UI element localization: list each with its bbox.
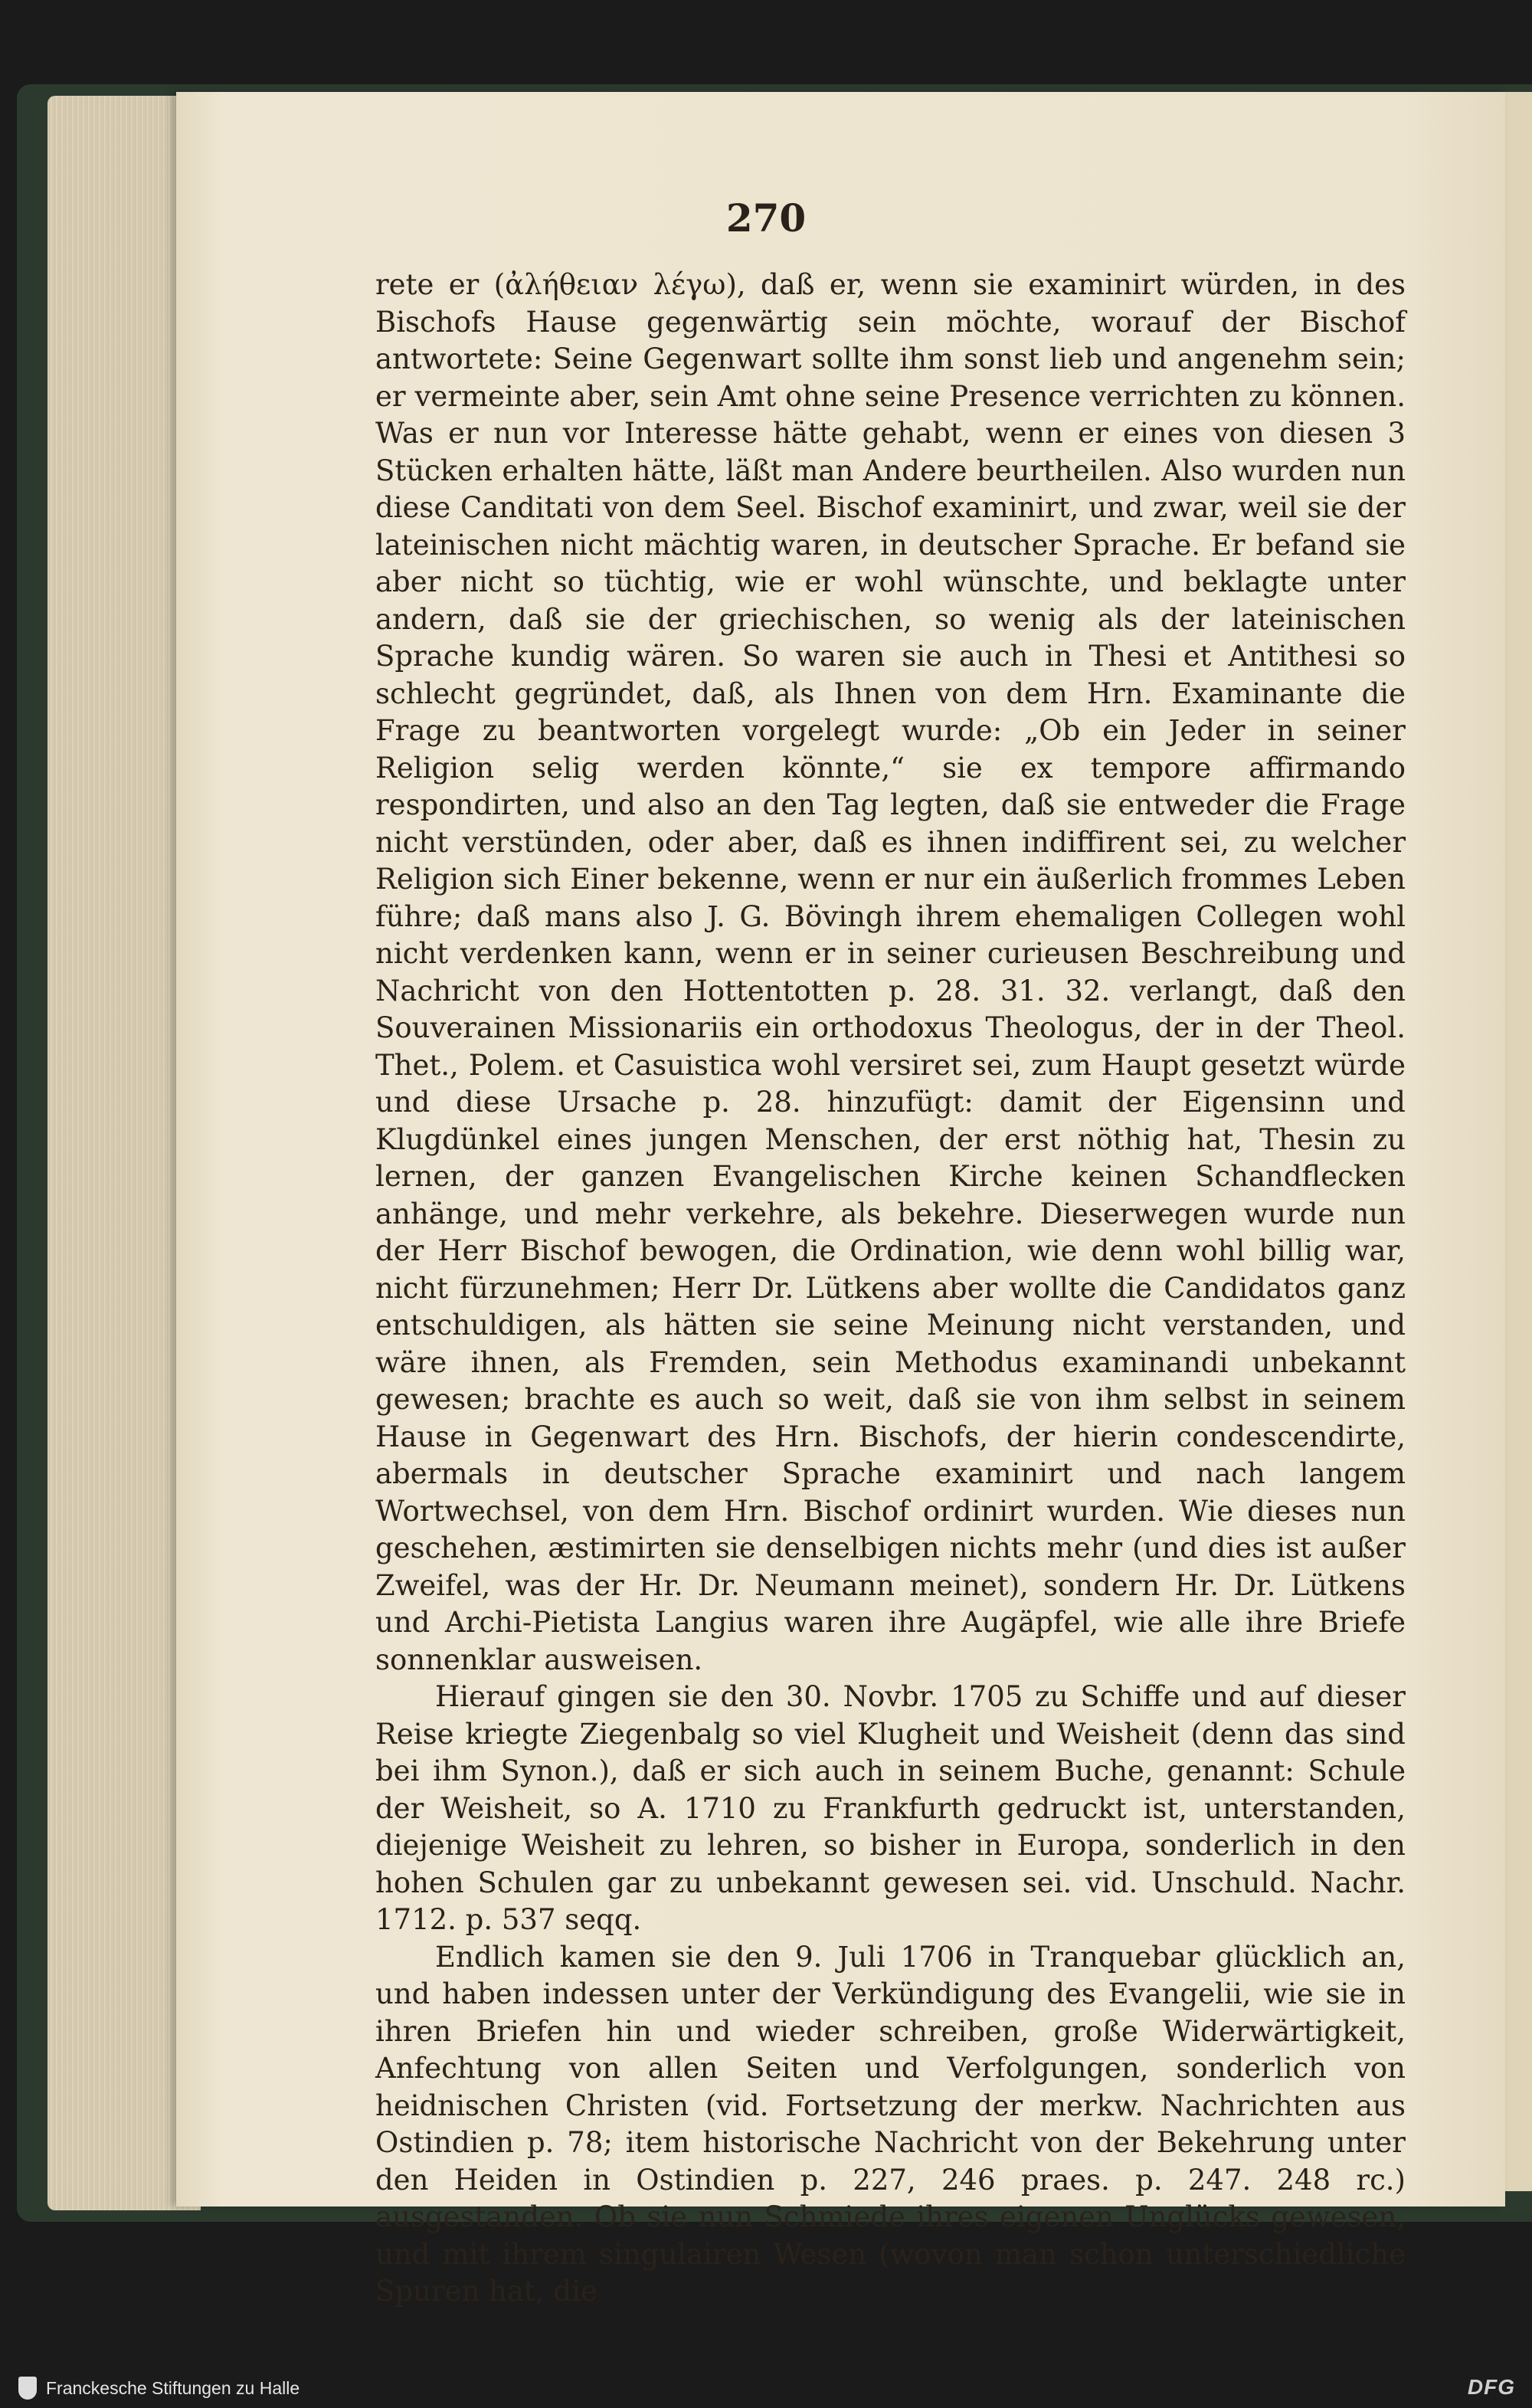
- facing-page-edge: [1503, 92, 1532, 2191]
- paragraph-1: rete er (ἀλήθειαν λέγω), daß er, wenn sie examinirt würden, in des Bischofs Hause gegenwärtig sein möchte, worauf der Bischof antwortete: Seine Gegenwart sollte ihm sonst lieb und angenehm sein; er vermeinte aber, sein Amt ohne seine Presence verrichten zu können. Was er nun vor Interesse hätte gehabt, wenn er eines von diesen 3 Stücken erhalten hätte, läßt man Andere beurtheilen. Also wurden nun diese Canditati von dem Seel. Bischof examinirt, und zwar, weil sie der lateinischen nicht mächtig waren, in deutscher Sprache. Er befand sie aber nicht so tüchtig, wie er wohl wünschte, und beklagte unter andern, daß sie der griechischen, so wenig als der lateinischen Sprache kundig wären. So waren sie auch in Thesi et Antithesi so schlecht gegründet, daß, als Ihnen von dem Hrn. Examinante die Frage zu beantworten vorgelegt wurde: „Ob ein Jeder in seiner Religion selig werden könnte,“ sie ex tempore affirmando respondirten, und also an den Tag legten, daß sie entweder die Frage nicht verstünden, oder aber, daß es ihnen indiffirent sei, zu welcher Religion sich Einer bekenne, wenn er nur ein äußerlich frommes Leben führe; daß mans also J. G. Bövingh ihrem ehemaligen Collegen wohl nicht verdenken kann, wenn er in seiner curieusen Beschreibung und Nachricht von den Hottentotten p. 28. 31. 32. verlangt, daß den Souverainen Missionariis ein orthodoxus Theologus, der in der Theol. Thet., Polem. et Casuistica wohl versiret sei, zum Haupt gesetzt würde und diese Ursache p. 28. hinzufügt: damit der Eigensinn und Klugdünkel eines jungen Menschen, der erst nöthig hat, Thesin zu lernen, der ganzen Evangelischen Kirche keinen Schandflecken anhänge, und mehr verkehre, als bekehre. Dieserwegen wurde nun der Herr Bischof bewogen, die Ordination, wie denn wohl billig war, nicht fürzunehmen; Herr Dr. Lütkens aber wollte die Candidatos ganz entschuldigen, als hätten sie seine Meinung nicht verstanden, und wäre ihnen, als Fremden, sein Methodus examinandi unbekannt gewesen; brachte es auch so weit, daß sie von ihm selbst in seinem Hause in Gegenwart des Hrn. Bischofs, der hierin condescendirte, abermals in deutscher Sprache examinirt und nach langem Wortwechsel, von dem Hrn. Bischof ordinirt wurden. Wie dieses nun geschehen, æstimirten sie denselbigen nichts mehr (und dies ist außer Zweifel, was der Hr. Dr. Neumann meinet), sondern Hr. Dr. Lütkens und Archi-Pietista Langius waren ihre Augäpfel, wie alle ihre Briefe sonnenklar ausweisen.: [375, 268, 1406, 1676]
- dfg-logo: DFG: [1467, 2375, 1515, 2399]
- institution-name: Franckesche Stiftungen zu Halle: [46, 2378, 300, 2398]
- body-text: [375, 267, 1406, 2311]
- institution-logo-icon: [18, 2377, 37, 2400]
- page-number: 270: [725, 195, 807, 241]
- paragraph-3: Endlich kamen sie den 9. Juli 1706 in Tranquebar glücklich an, und haben indessen unter der Verkündigung des Evangelii, wie sie in ihren Briefen hin und wieder schreiben, große Widerwärtigkeit, Anfechtung von allen Seiten und Verfolgungen, sonderlich von heidnischen Christen (vid. Fortsetzung der merkw. Nachrichten aus Ostindien p. 78; item historische Nachricht von der Bekehrung unter den Heiden in Ostindien p. 227, 246 praes. p. 247. 248 rc.) ausgestanden. Ob sie nun Schmiede ihres eigenen Unglücks gewesen, und mit ihrem singulairen Wesen (wovon man schon unterschiedliche Spuren hat, die: [375, 1940, 1406, 2308]
- viewer-footer: [0, 2367, 1532, 2408]
- paragraph-2: Hierauf gingen sie den 30. Novbr. 1705 zu Schiffe und auf dieser Reise kriegte Ziegenbalg so viel Klugheit und Weisheit (denn das sind bei ihm Synon.), daß er sich auch in seinem Buche, genannt: Schule der Weisheit, so A. 1710 zu Frankfurth gedruckt ist, unterstanden, diejenige Weisheit zu lehren, so bisher in Europa, sonderlich in den hohen Schulen gar zu unbekannt gewesen sei. vid. Unschuld. Nachr. 1712. p. 537 seqq.: [375, 1680, 1406, 1936]
